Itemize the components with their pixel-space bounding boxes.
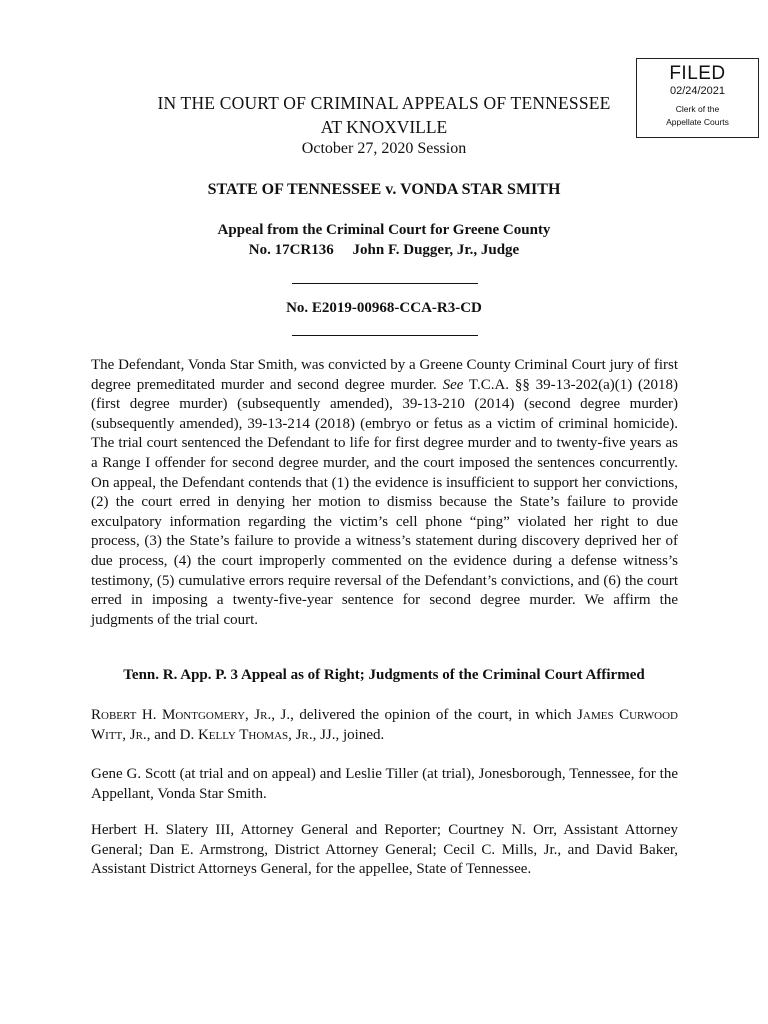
opinion-text-and: , and [146,726,180,743]
divider-top [292,283,478,284]
summary-text-2: T.C.A. §§ 39-13-202(a)(1) (2018) (first degree murder) (subsequently amended), 39-13-210 (2014) (second degree murder) (subsequently amended), 39-13-214 (2018) (embryo or fetus as a victim of criminal homicide). The trial court sentenced the Defendant to life for first degree murder and to twenty-five years as a Range I offender for second degree murder, and the court imposed the sentences concurrently. On appeal, the Defendant contends that (1) the evidence is insufficient to support her convictions, (2) the court erred in denying her motion to dismiss because the State’s failure to provide exculpatory information regarding the victim’s cell phone “ping” violated her right to due process, (3) the State’s failure to provide a witness’s statement during discovery deprived her of due process, (4) the court improperly commented on the evidence during a defense witness’s testimony, (5) cumulative errors require reversal of the Defendant’s convictions, and (6) the court erred in imposing a twenty-five-year sentence for second degree murder. We affirm the judgments of the trial court. [91,376,678,628]
case-title: STATE OF TENNESSEE v. VONDA STAR SMITH [207,181,561,198]
stamp-clerk-line-2: Appellate Courts [666,117,729,127]
case-number: No. E2019-00968-CCA-R3-CD [286,300,482,316]
appeal-from: Appeal from the Criminal Court for Greene County [217,222,551,238]
case-summary [91,356,678,630]
summary-text-1: The Defendant, Vonda Star Smith, was convicted by a Greene County Criminal Court jury of first degree premeditated murder and second degree murder. [91,357,678,393]
disposition: Tenn. R. App. P. 3 Appeal as of Right; Judgments of the Criminal Court Affirmed [123,667,645,683]
divider-bottom [292,335,478,336]
court-name: IN THE COURT OF CRIMINAL APPEALS OF TENNESSEE [157,93,611,113]
summary-see-signal: See [442,376,464,393]
concurring-judge-1: James Curwood Witt, Jr. [91,707,678,743]
appellant-counsel: Gene G. Scott (at trial and on appeal) and Leslie Tiller (at trial), Jonesborough, Tennessee, for the Appellant, Vonda Star Smith. [91,766,678,802]
stamp-date: 02/24/2021 [669,85,726,97]
stamp-filed-label: FILED [669,63,726,84]
court-location: AT KNOXVILLE [320,117,448,137]
concurring-judge-2: D. Kelly Thomas, Jr., JJ. [179,726,336,743]
opinion-text-middle: , delivered the opinion of the court, in which [290,707,578,723]
appellee-counsel: Herbert H. Slatery III, Attorney General and Reporter; Courtney N. Orr, Assistant Attorney General; Dan E. Armstrong, District Attorney General; Cecil C. Mills, Jr., and David Baker, Assistant District Attorneys General, for the appellee, State of Tennessee. [91,822,678,878]
opinion-text-end: , joined. [335,726,385,743]
trial-docket: No. 17CR136 John F. Dugger, Jr., Judge [248,242,520,258]
stamp-clerk-line-1: Clerk of the [675,104,720,114]
opinion-author-line [91,706,678,745]
session-date: October 27, 2020 Session [301,140,467,157]
opinion-author: Robert H. Montgomery, Jr., J. [91,707,291,723]
